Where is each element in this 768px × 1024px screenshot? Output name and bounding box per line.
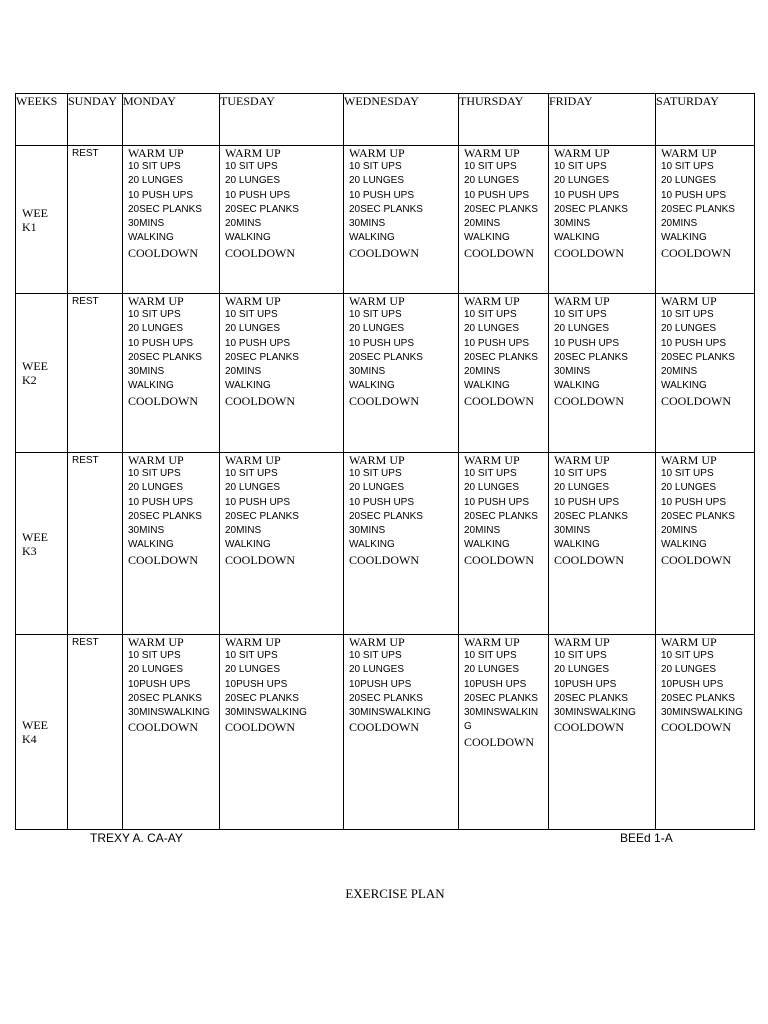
cooldown-label: COOLDOWN — [464, 245, 534, 260]
exercise-line: 10 PUSH UPS — [128, 189, 194, 201]
exercise-line: 20MINS — [225, 366, 262, 378]
week-label-part: WEE — [22, 529, 48, 544]
header-weeks: WEEKS — [16, 94, 68, 146]
exercise-line: 20 LUNGES — [128, 482, 184, 494]
warm-up-label: WARM UP — [661, 294, 717, 308]
exercise-line: 20 LUNGES — [554, 482, 610, 494]
cooldown-label: COOLDOWN — [464, 393, 534, 408]
day-cell-saturday — [656, 146, 755, 294]
exercise-line: 20SEC PLANKS — [349, 510, 423, 522]
exercise-line: 10 SIT UPS — [225, 161, 278, 172]
cooldown-label: COOLDOWN — [128, 393, 198, 408]
exercise-line: 10 PUSH UPS — [225, 496, 291, 508]
exercise-line: 10 SIT UPS — [554, 468, 607, 479]
exercise-line: WALKING — [128, 380, 174, 392]
exercise-line: 10 PUSH UPS — [464, 189, 530, 201]
cooldown-label: COOLDOWN — [225, 720, 295, 735]
exercise-line: WALKING — [661, 232, 707, 244]
exercise-line: 30MINS — [128, 525, 165, 537]
week-label-part: WEE — [22, 205, 48, 220]
exercise-line: 20 LUNGES — [464, 664, 520, 676]
exercise-line: 20SEC PLANKS — [554, 692, 628, 704]
header-friday: FRIDAY — [549, 94, 656, 146]
exercise-line: 10PUSH UPS — [349, 678, 412, 690]
day-cell-wednesday — [344, 635, 459, 830]
exercise-line: WALKING — [225, 380, 271, 392]
exercise-line: 20 LUNGES — [554, 323, 610, 335]
header-wednesday: WEDNESDAY — [344, 94, 459, 146]
exercise-line: 10 SIT UPS — [554, 309, 607, 320]
exercise-line: 20 LUNGES — [554, 664, 610, 676]
exercise-line: 30MINS — [554, 366, 591, 378]
week-label-part: K3 — [22, 543, 37, 558]
day-cell-thursday — [459, 294, 549, 453]
exercise-line: 20MINS — [464, 525, 501, 537]
warm-up-label: WARM UP — [554, 635, 610, 649]
exercise-line: 10 SIT UPS — [464, 468, 517, 479]
exercise-line: 10PUSH UPS — [128, 678, 191, 690]
exercise-line: 10 PUSH UPS — [464, 496, 530, 508]
week-rows — [16, 146, 755, 830]
week-row — [16, 294, 755, 453]
warm-up-label: WARM UP — [349, 146, 405, 160]
exercise-line: 20 LUNGES — [128, 323, 184, 335]
warm-up-label: WARM UP — [554, 294, 610, 308]
exercise-line: 10 SIT UPS — [128, 650, 181, 661]
warm-up-label: WARM UP — [349, 294, 405, 308]
warm-up-label: WARM UP — [128, 294, 184, 308]
cooldown-label: COOLDOWN — [349, 245, 419, 260]
warm-up-label: WARM UP — [464, 146, 520, 160]
cooldown-label: COOLDOWN — [554, 245, 624, 260]
warm-up-label: WARM UP — [128, 146, 184, 160]
exercise-line: 30MINS — [349, 525, 386, 537]
exercise-line: 20SEC PLANKS — [464, 692, 538, 704]
day-cell-wednesday — [344, 453, 459, 635]
cooldown-label: COOLDOWN — [225, 245, 295, 260]
exercise-line: 20SEC PLANKS — [349, 351, 423, 363]
week-row — [16, 453, 755, 635]
class-section: BEEd 1-A — [620, 831, 673, 845]
cooldown-label: COOLDOWN — [661, 720, 731, 735]
document-title: EXERCISE PLAN — [345, 886, 445, 901]
exercise-line: 20SEC PLANKS — [464, 351, 538, 363]
exercise-line: 10 SIT UPS — [128, 309, 181, 320]
exercise-line: 20SEC PLANKS — [225, 692, 299, 704]
header-thursday: THURSDAY — [459, 94, 549, 146]
exercise-line: 20 LUNGES — [349, 482, 405, 494]
exercise-line: 20SEC PLANKS — [349, 203, 423, 215]
exercise-line: 10 SIT UPS — [349, 161, 402, 172]
exercise-line: WALKING — [128, 539, 174, 551]
exercise-line: 30MINSWALKING — [554, 707, 636, 719]
day-cell-thursday — [459, 635, 549, 830]
warm-up-label: WARM UP — [464, 635, 520, 649]
exercise-line: 10 PUSH UPS — [349, 189, 415, 201]
exercise-line: WALKING — [554, 232, 600, 244]
cooldown-label: COOLDOWN — [554, 552, 624, 567]
exercise-line: 20 LUNGES — [128, 664, 184, 676]
exercise-line: 20SEC PLANKS — [464, 203, 538, 215]
exercise-line: 30MINSWALKING — [661, 707, 743, 719]
cooldown-label: COOLDOWN — [661, 552, 731, 567]
week-label-part: K4 — [22, 732, 37, 746]
warm-up-label: WARM UP — [661, 453, 717, 467]
exercise-line: 20SEC PLANKS — [661, 692, 735, 704]
day-cell-friday — [549, 635, 656, 830]
week-label-part: K1 — [22, 219, 37, 234]
week-row — [16, 635, 755, 830]
exercise-line: 10 SIT UPS — [661, 650, 714, 661]
day-cell-monday — [123, 635, 220, 830]
day-cell-tuesday — [220, 294, 344, 453]
exercise-line: WALKING — [661, 539, 707, 551]
exercise-line: 10 PUSH UPS — [225, 337, 291, 349]
exercise-line: 20SEC PLANKS — [661, 351, 735, 363]
warm-up-label: WARM UP — [349, 635, 405, 649]
exercise-line: 10 SIT UPS — [464, 309, 517, 320]
cooldown-label: COOLDOWN — [349, 720, 419, 735]
week-label-part: WEE — [22, 718, 48, 732]
day-cell-tuesday — [220, 635, 344, 830]
exercise-line: 20MINS — [464, 218, 501, 230]
exercise-line: 20 LUNGES — [661, 482, 717, 494]
week-label — [16, 453, 68, 635]
exercise-line: 10 SIT UPS — [554, 161, 607, 172]
exercise-line: 20 LUNGES — [661, 323, 717, 335]
exercise-line: 20SEC PLANKS — [554, 351, 628, 363]
week-label — [16, 635, 68, 830]
exercise-line: 20SEC PLANKS — [128, 203, 202, 215]
exercise-line: 20 LUNGES — [225, 664, 281, 676]
exercise-line: WALKING — [225, 539, 271, 551]
exercise-line: WALKING — [464, 232, 510, 244]
exercise-line: 10PUSH UPS — [661, 678, 724, 690]
week-label — [16, 294, 68, 453]
day-cell-wednesday — [344, 146, 459, 294]
warm-up-label: WARM UP — [128, 453, 184, 467]
exercise-line: 30MINS — [554, 525, 591, 537]
exercise-line: 10 PUSH UPS — [225, 189, 291, 201]
exercise-line: 20SEC PLANKS — [554, 203, 628, 215]
header-tuesday: TUESDAY — [220, 94, 344, 146]
warm-up-label: WARM UP — [464, 453, 520, 467]
exercise-line: 10 SIT UPS — [464, 161, 517, 172]
exercise-line: 20SEC PLANKS — [225, 203, 299, 215]
exercise-line: WALKING — [464, 380, 510, 392]
exercise-line: WALKING — [128, 232, 174, 244]
exercise-line: WALKING — [349, 380, 395, 392]
exercise-line: 20 LUNGES — [225, 323, 281, 335]
exercise-line: 30MINSWALKIN — [464, 707, 539, 719]
header-saturday: SATURDAY — [656, 94, 755, 146]
exercise-line: 20 LUNGES — [464, 482, 520, 494]
exercise-line: 10 PUSH UPS — [128, 337, 194, 349]
day-cell-wednesday — [344, 294, 459, 453]
cooldown-label: COOLDOWN — [554, 720, 624, 735]
sunday-rest-cell: REST — [68, 146, 123, 294]
exercise-line: 10 PUSH UPS — [128, 496, 194, 508]
day-cell-thursday — [459, 453, 549, 635]
exercise-line: 10 PUSH UPS — [661, 496, 727, 508]
exercise-line: 10 SIT UPS — [128, 161, 181, 172]
exercise-line: 10 SIT UPS — [225, 468, 278, 479]
day-cell-monday — [123, 453, 220, 635]
day-cell-monday — [123, 146, 220, 294]
exercise-line: 20SEC PLANKS — [554, 510, 628, 522]
day-cell-saturday — [656, 294, 755, 453]
day-cell-saturday — [656, 453, 755, 635]
warm-up-label: WARM UP — [225, 453, 281, 467]
exercise-line: 20SEC PLANKS — [349, 692, 423, 704]
week-label-part: WEE — [22, 359, 48, 373]
cooldown-label: COOLDOWN — [349, 393, 419, 408]
exercise-line: 10PUSH UPS — [225, 678, 288, 690]
cooldown-label: COOLDOWN — [661, 393, 731, 408]
header-monday: MONDAY — [123, 94, 220, 146]
header-row — [16, 94, 755, 146]
exercise-line: 10 PUSH UPS — [464, 337, 530, 349]
exercise-line: 30MINS — [128, 218, 165, 230]
warm-up-label: WARM UP — [128, 635, 184, 649]
exercise-line: 20 LUNGES — [661, 175, 717, 187]
exercise-line: 30MINSWALKING — [349, 707, 431, 719]
exercise-line: 20MINS — [464, 366, 501, 378]
exercise-line: 20 LUNGES — [349, 323, 405, 335]
exercise-line: 20 LUNGES — [349, 664, 405, 676]
sunday-rest-cell: REST — [68, 453, 123, 635]
exercise-line: WALKING — [225, 232, 271, 244]
warm-up-label: WARM UP — [225, 635, 281, 649]
warm-up-label: WARM UP — [225, 146, 281, 160]
exercise-line: 10 SIT UPS — [349, 309, 402, 320]
exercise-line: 10 PUSH UPS — [554, 496, 620, 508]
exercise-line: 10 PUSH UPS — [349, 337, 415, 349]
cooldown-label: COOLDOWN — [128, 245, 198, 260]
cooldown-label: COOLDOWN — [464, 734, 534, 749]
exercise-line: 10 PUSH UPS — [661, 189, 727, 201]
cooldown-label: COOLDOWN — [128, 720, 198, 735]
exercise-line: 30MINS — [554, 218, 591, 230]
exercise-line: WALKING — [661, 380, 707, 392]
exercise-line: 10 SIT UPS — [464, 650, 517, 661]
exercise-line: WALKING — [554, 539, 600, 551]
warm-up-label: WARM UP — [661, 635, 717, 649]
exercise-line: WALKING — [349, 539, 395, 551]
cooldown-label: COOLDOWN — [661, 245, 731, 260]
warm-up-label: WARM UP — [349, 453, 405, 467]
exercise-line: WALKING — [349, 232, 395, 244]
day-cell-thursday — [459, 146, 549, 294]
exercise-line: 10PUSH UPS — [464, 678, 527, 690]
exercise-line: 20MINS — [661, 218, 698, 230]
day-cell-friday — [549, 146, 656, 294]
exercise-line: 10 SIT UPS — [661, 468, 714, 479]
exercise-plan-table — [15, 93, 755, 830]
exercise-line: 10 SIT UPS — [661, 161, 714, 172]
exercise-line: 20SEC PLANKS — [128, 692, 202, 704]
week-label-part: K2 — [22, 373, 37, 387]
exercise-line: 20MINS — [225, 218, 262, 230]
exercise-line: 20 LUNGES — [225, 482, 281, 494]
day-cell-friday — [549, 294, 656, 453]
exercise-line: 20 LUNGES — [225, 175, 281, 187]
exercise-line: 30MINS — [128, 366, 165, 378]
exercise-line: G — [464, 721, 472, 733]
cooldown-label: COOLDOWN — [554, 393, 624, 408]
cooldown-label: COOLDOWN — [349, 552, 419, 567]
student-name: TREXY A. CA-AY — [90, 831, 183, 845]
day-cell-saturday — [656, 635, 755, 830]
week-label — [16, 146, 68, 294]
exercise-line: 20 LUNGES — [661, 664, 717, 676]
exercise-line: 30MINS — [349, 366, 386, 378]
exercise-line: 10 SIT UPS — [349, 650, 402, 661]
day-cell-tuesday — [220, 453, 344, 635]
exercise-line: 10 PUSH UPS — [349, 496, 415, 508]
day-cell-tuesday — [220, 146, 344, 294]
exercise-line: 20 LUNGES — [464, 323, 520, 335]
exercise-line: 20SEC PLANKS — [464, 510, 538, 522]
warm-up-label: WARM UP — [225, 294, 281, 308]
exercise-line: 20MINS — [661, 366, 698, 378]
exercise-line: 10 PUSH UPS — [661, 337, 727, 349]
warm-up-label: WARM UP — [554, 453, 610, 467]
exercise-line: 10 SIT UPS — [554, 650, 607, 661]
exercise-line: 10 SIT UPS — [225, 309, 278, 320]
exercise-line: 20MINS — [661, 525, 698, 537]
sunday-rest-cell: REST — [68, 294, 123, 453]
exercise-line: 20MINS — [225, 525, 262, 537]
cooldown-label: COOLDOWN — [225, 393, 295, 408]
exercise-line: 20 LUNGES — [128, 175, 184, 187]
exercise-line: 10 PUSH UPS — [554, 337, 620, 349]
day-cell-friday — [549, 453, 656, 635]
cooldown-label: COOLDOWN — [464, 552, 534, 567]
warm-up-label: WARM UP — [464, 294, 520, 308]
exercise-line: 10 SIT UPS — [128, 468, 181, 479]
exercise-line: 10 SIT UPS — [225, 650, 278, 661]
exercise-line: 20SEC PLANKS — [661, 510, 735, 522]
exercise-line: 20SEC PLANKS — [128, 510, 202, 522]
exercise-line: WALKING — [464, 539, 510, 551]
exercise-line: 30MINSWALKING — [128, 707, 210, 719]
exercise-line: 20SEC PLANKS — [225, 351, 299, 363]
exercise-line: 20 LUNGES — [554, 175, 610, 187]
exercise-line: 30MINS — [349, 218, 386, 230]
sunday-rest-cell: REST — [68, 635, 123, 830]
exercise-line: 10PUSH UPS — [554, 678, 617, 690]
exercise-line: 10 PUSH UPS — [554, 189, 620, 201]
week-row — [16, 146, 755, 294]
exercise-line: WALKING — [554, 380, 600, 392]
exercise-line: 20 LUNGES — [464, 175, 520, 187]
exercise-line: 20 LUNGES — [349, 175, 405, 187]
exercise-line: 30MINSWALKING — [225, 707, 307, 719]
warm-up-label: WARM UP — [661, 146, 717, 160]
header-sunday: SUNDAY — [68, 94, 123, 146]
day-cell-monday — [123, 294, 220, 453]
warm-up-label: WARM UP — [554, 146, 610, 160]
exercise-line: 10 SIT UPS — [349, 468, 402, 479]
cooldown-label: COOLDOWN — [225, 552, 295, 567]
exercise-line: 20SEC PLANKS — [661, 203, 735, 215]
cooldown-label: COOLDOWN — [128, 552, 198, 567]
exercise-line: 10 SIT UPS — [661, 309, 714, 320]
exercise-line: 20SEC PLANKS — [225, 510, 299, 522]
exercise-line: 20SEC PLANKS — [128, 351, 202, 363]
